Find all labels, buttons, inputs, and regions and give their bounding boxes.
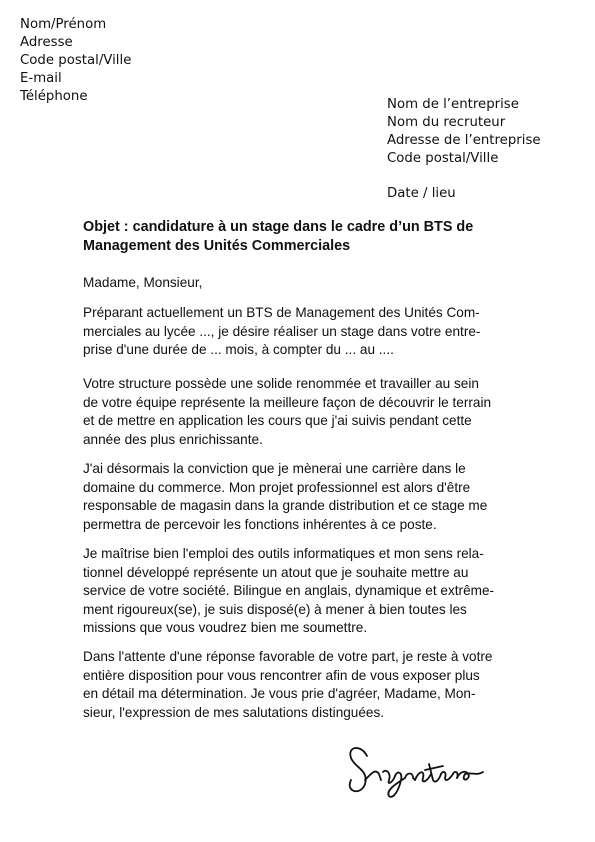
recipient-address: Adresse de l’entreprise <box>387 133 541 148</box>
subject-line-1: Objet : candidature à un stage dans le cadre d’un BTS de <box>83 219 474 235</box>
paragraph-line: année des plus enrichissante. <box>83 431 263 447</box>
handwritten-signature <box>343 730 493 810</box>
paragraph-line: J'ai désormais la conviction que je mènerai une carrière dans le <box>83 461 466 476</box>
paragraph-line: prise d'une durée de ... mois, à compter du ... au .... <box>83 342 394 357</box>
paragraph-line: tionnel développé représente un atout que je souhaite mettre au <box>83 564 469 580</box>
paragraph-line: ment rigoureux(se), je suis disposé(e) à mener à bien toutes les <box>83 601 467 617</box>
sender-phone: Téléphone <box>20 89 88 104</box>
recipient-company: Nom de l’entreprise <box>387 97 519 112</box>
paragraph-line: de votre équipe représente la meilleure façon de découvrir le terrain <box>83 394 492 410</box>
paragraph-line: entière disposition pour vous rencontrer afin de vous exposer plus <box>83 667 480 683</box>
sender-block <box>20 16 131 106</box>
paragraph-closing <box>83 648 523 722</box>
paragraph-line: et de mettre en application les cours que j'ai suivis pendant cette <box>83 413 472 428</box>
sender-address: Adresse <box>20 35 73 50</box>
paragraph-line: sieur, l'expression de mes salutations distinguées. <box>83 704 385 720</box>
sender-name: Nom/Prénom <box>20 17 107 32</box>
paragraph-line: Je maîtrise bien l'emploi des outils informatiques et mon sens rela- <box>83 546 484 561</box>
recipient-recruiter: Nom du recruteur <box>387 115 506 130</box>
salutation: Madame, Monsieur, <box>83 275 203 290</box>
paragraph-project <box>83 460 523 534</box>
paragraph-line: Préparant actuellement un BTS de Management des Unités Com- <box>83 305 480 320</box>
paragraph-line: merciales au lycée ..., je désire réaliser un stage dans votre entre- <box>83 323 481 339</box>
paragraph-line: service de votre société. Bilingue en anglais, dynamique et extrême- <box>83 583 495 598</box>
recipient-postal-city: Code postal/Ville <box>387 151 499 166</box>
paragraph-line: permettra de percevoir les fonctions inhérentes à ce poste. <box>83 516 437 532</box>
sender-email: E-mail <box>20 71 62 86</box>
paragraph-line: Votre structure possède une solide renommée et travailler au sein <box>83 376 479 391</box>
subject-line <box>83 218 513 256</box>
paragraph-line: en détail ma détermination. Je vous prie d'agréer, Madame, Mon- <box>83 686 476 701</box>
paragraph-line: missions que vous voudrez bien me soumettre. <box>83 620 368 635</box>
paragraph-line: Dans l'attente d'une réponse favorable de votre part, je reste à votre <box>83 649 493 664</box>
paragraph-company <box>83 375 523 449</box>
date-place: Date / lieu <box>387 186 456 201</box>
paragraph-line: responsable de magasin dans la grande distribution et ce stage me <box>83 498 488 513</box>
paragraph-skills <box>83 545 523 638</box>
recipient-block <box>387 96 541 168</box>
subject-line-2: Management des Unités Commerciales <box>83 238 351 254</box>
paragraph-intro <box>83 304 523 360</box>
paragraph-line: domaine du commerce. Mon projet professionnel est alors d'être <box>83 479 471 495</box>
sender-postal-city: Code postal/Ville <box>20 53 132 68</box>
